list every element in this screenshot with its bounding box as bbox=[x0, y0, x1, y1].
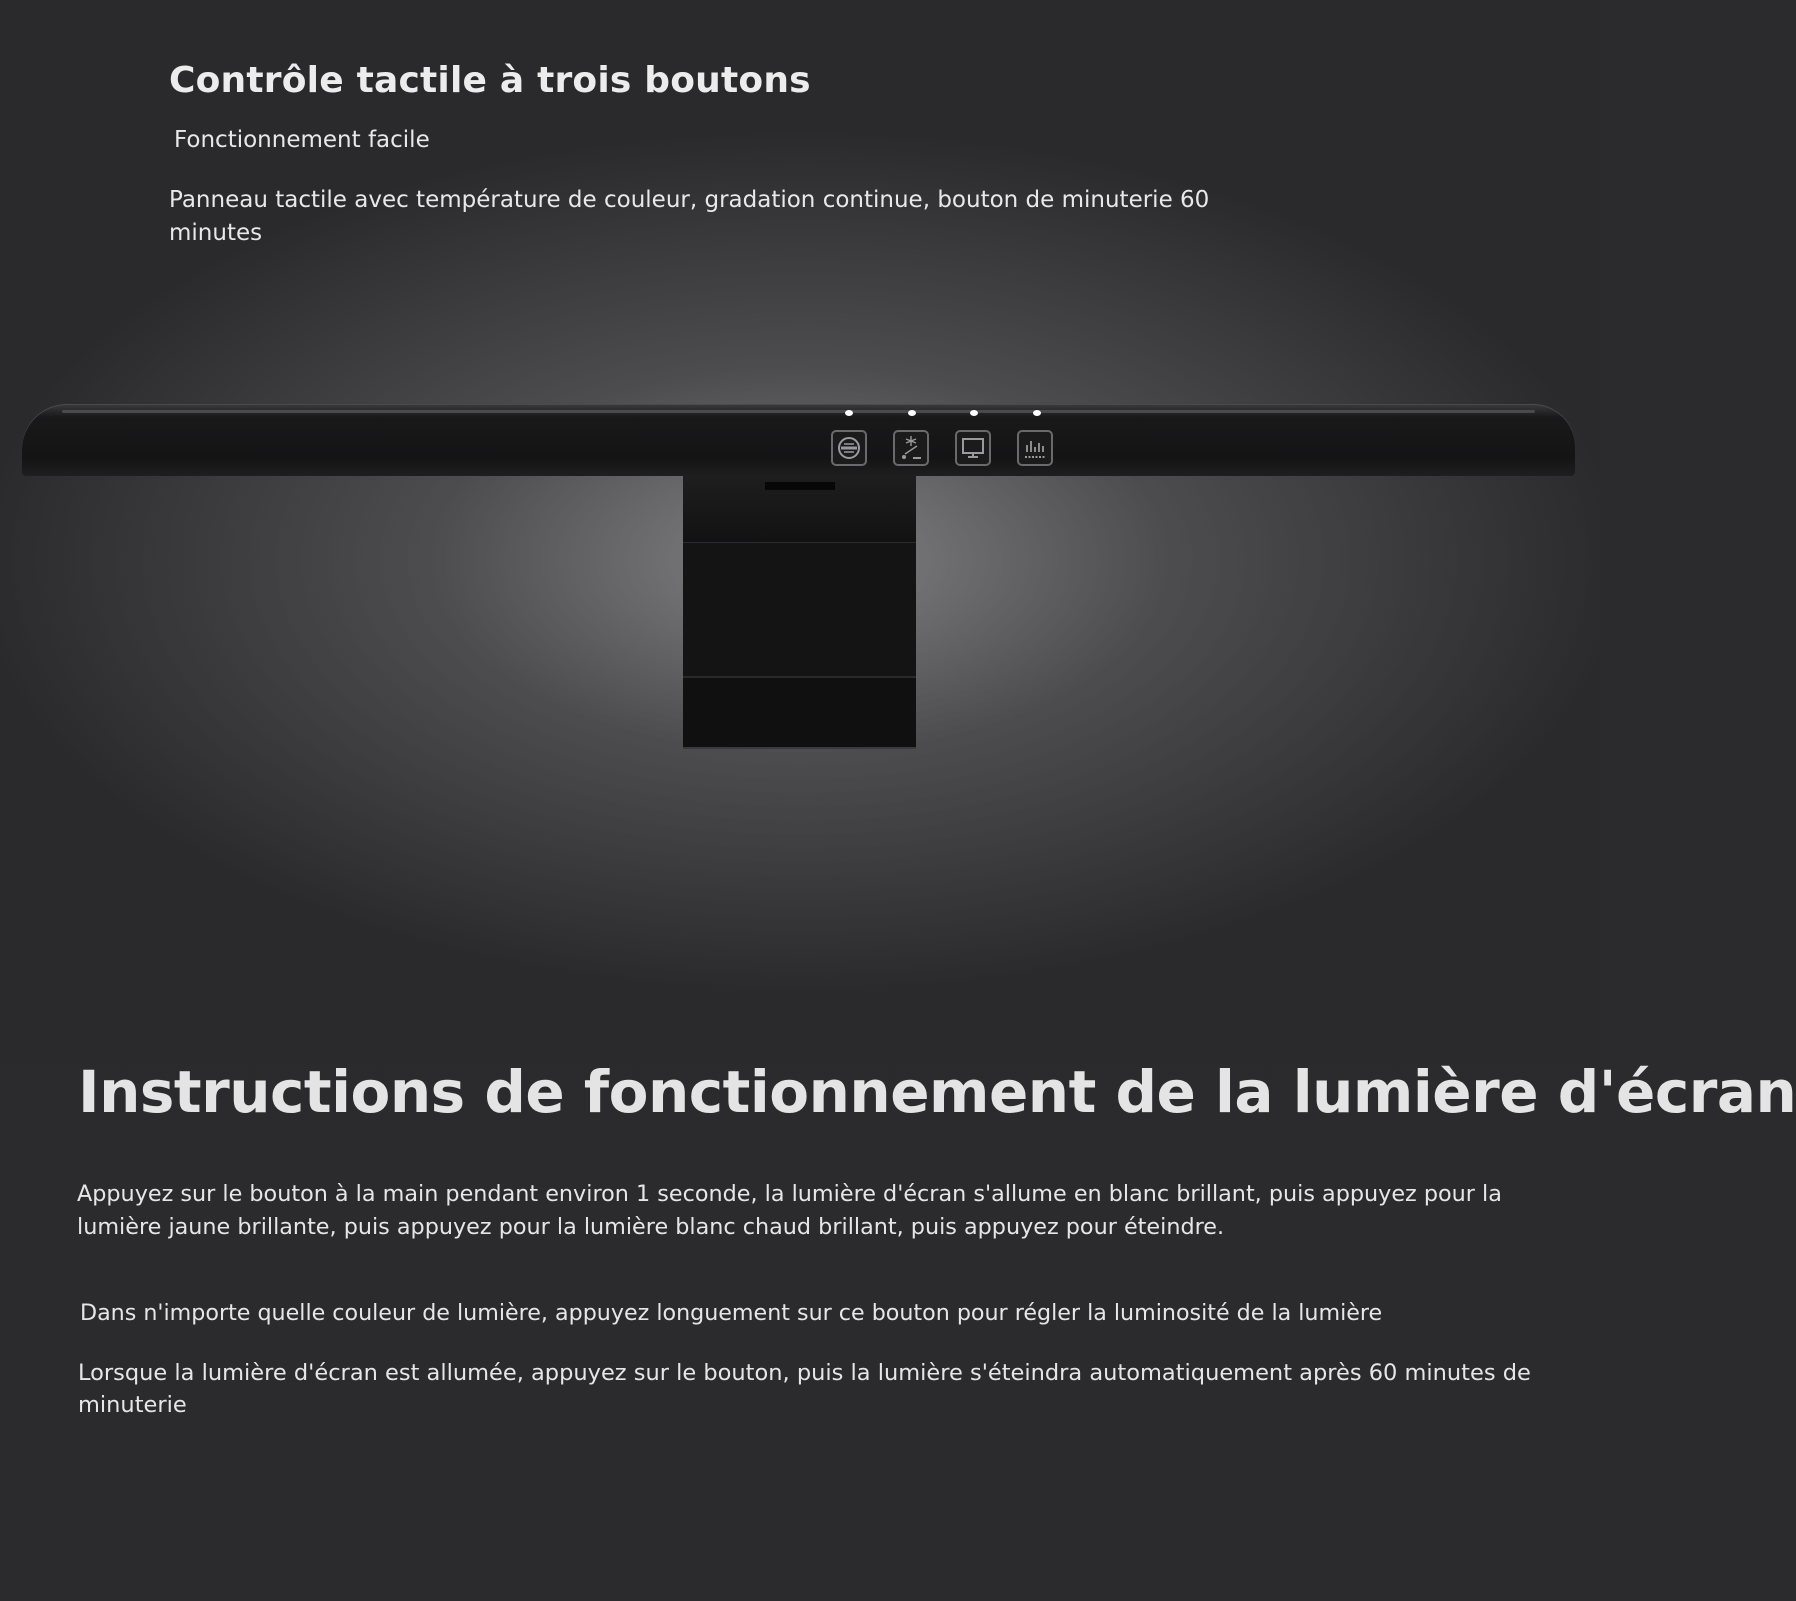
brightness-button[interactable] bbox=[1017, 430, 1053, 466]
light-bar bbox=[22, 404, 1575, 476]
color-temperature-icon bbox=[895, 432, 927, 464]
monitor-button[interactable] bbox=[955, 430, 991, 466]
instructions-title: Instructions de fonctionnement de la lumière d'écran bbox=[78, 1058, 1796, 1126]
brightness-levels-icon bbox=[1019, 432, 1051, 464]
monitor-icon bbox=[957, 432, 989, 464]
section-heading: Contrôle tactile à trois boutons bbox=[169, 60, 811, 101]
instruction-paragraph: Lorsque la lumière d'écran est allumée, appuyez sur le bouton, puis la lumière s'éteindra automatiquement après 60 minutes de minuterie bbox=[78, 1360, 1531, 1418]
indicator-led bbox=[970, 410, 978, 416]
indicator-led bbox=[908, 410, 916, 416]
color-temperature-button[interactable] bbox=[893, 430, 929, 466]
section-subheading: Fonctionnement facile bbox=[174, 127, 430, 153]
indicator-led bbox=[845, 410, 853, 416]
clamp-hinge bbox=[683, 476, 916, 542]
instruction-paragraph: Appuyez sur le bouton à la main pendant environ 1 seconde, la lumière d'écran s'allume en blanc brillant, puis appuyez pour la lumière jaune brillante, puis appuyez pour la lumière blanc chaud brillant, puis appuyez pour éteindre. bbox=[77, 1181, 1502, 1240]
timer-icon bbox=[833, 432, 865, 464]
indicator-led bbox=[1033, 410, 1041, 416]
clamp-base bbox=[683, 676, 916, 749]
instruction-paragraph: Dans n'importe quelle couleur de lumière, appuyez longuement sur ce bouton pour régler la luminosité de la lumière bbox=[80, 1300, 1383, 1326]
clamp-body bbox=[683, 542, 916, 677]
section-description: Panneau tactile avec température de couleur, gradation continue, bouton de minuterie 60 minutes bbox=[169, 187, 1210, 246]
timer-button[interactable] bbox=[831, 430, 867, 466]
